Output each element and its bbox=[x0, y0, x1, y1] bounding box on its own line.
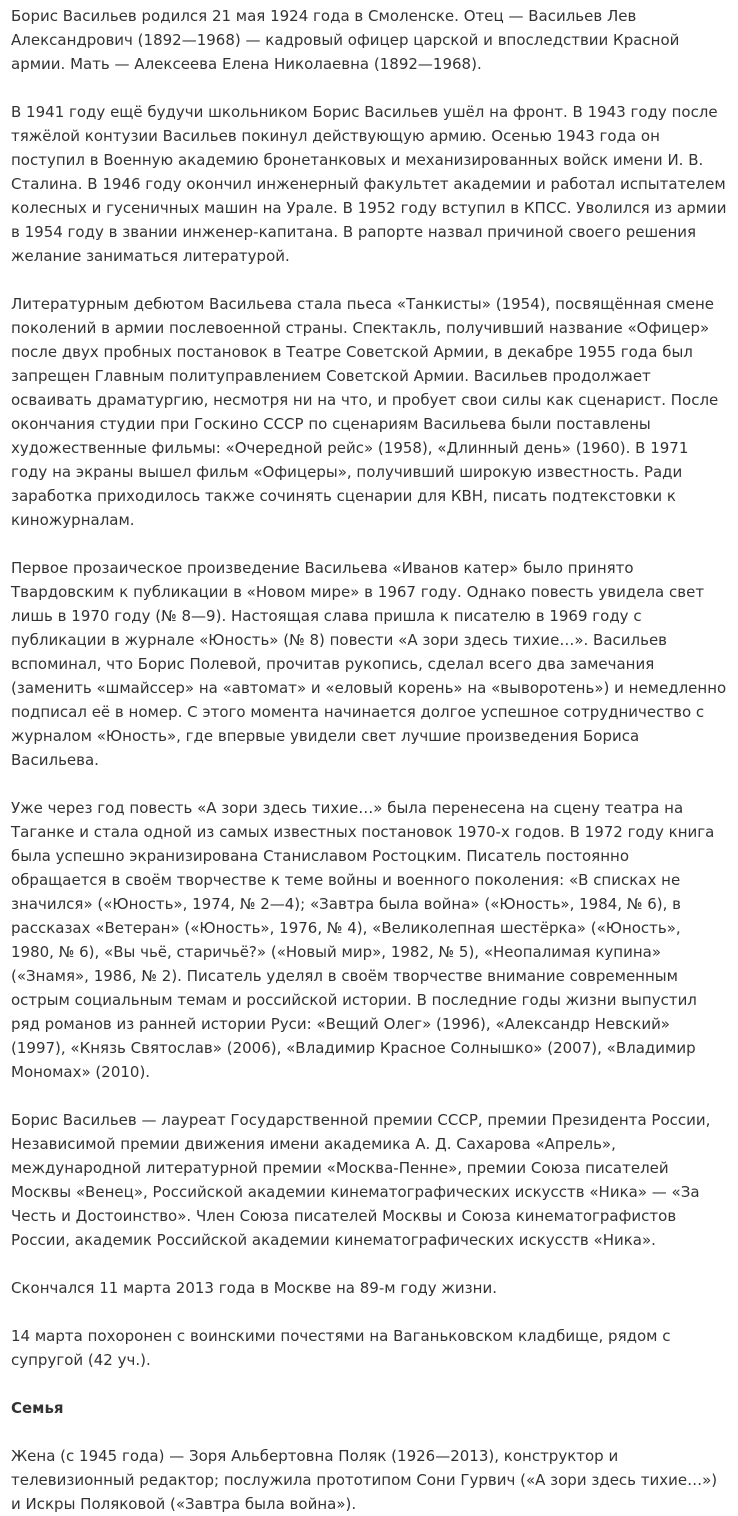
section-heading-family: Семья bbox=[11, 1399, 64, 1417]
paragraph-military: В 1941 году ещё будучи школьником Борис Васильев ушёл на фронт. В 1943 году после тяжёлой контузии Васильев покинул действующую армию. Осенью 1943 года он поступил в Военную академию бронетанковых и механизированных войск имени И. В. Сталина. В 1946 году окончил инженерный факультет академии и работал испытателем колесных и гусеничных машин на Урале. В 1952 году вступил в КПСС. Уволился из армии в 1954 году в звании инженер-капитана. В рапорте назвал причиной своего решения желание заниматься литературой. bbox=[11, 103, 727, 265]
paragraph-literary-debut: Литературным дебютом Васильева стала пьеса «Танкисты» (1954), посвящённая смене поколений в армии послевоенной страны. Спектакль, получивший название «Офицер» после двух пробных постановок в Театре Советской Армии, в декабре 1955 года был запрещен Главным политуправлением Советской Армии. Васильев продолжает осваивать драматургию, несмотря ни на что, и пробует свои силы как сценарист. После окончания студии при Госкино СССР по сценариям Васильева были поставлены художественные фильмы: «Очередной рейс» (1958), «Длинный день» (1960). В 1971 году на экраны вышел фильм «Офицеры», получивший широкую известность. Ради заработка приходилось также сочинять сценарии для КВН, писать подтекстовки к киножурналам. bbox=[11, 295, 719, 529]
paragraph-death: Скончался 11 марта 2013 года в Москве на 89-м году жизни. bbox=[11, 1279, 497, 1297]
paragraph-family: Жена (с 1945 года) — Зоря Альбертовна Поляк (1926—2013), конструктор и телевизионный редактор; послужила прототипом Сони Гурвич («А зори здесь тихие…») и Искры Поляковой («Завтра была война»). bbox=[11, 1447, 718, 1513]
paragraph-awards: Борис Васильев — лауреат Государственной премии СССР, премии Президента России, Независимой премии движения имени академика А. Д. Сахарова «Апрель», международной литературной премии «Москва-Пенне», премии Союза писателей Москвы «Венец», Российской академии кинематографических искусств «Ника» — «За Честь и Достоинство». Член Союза писателей Москвы и Союза кинематографистов России, академик Российской академии кинематографических искусств «Ника». bbox=[11, 1111, 711, 1249]
paragraph-burial: 14 марта похоронен с воинскими почестями на Ваганьковском кладбище, рядом с супругой (42 уч.). bbox=[11, 1327, 671, 1369]
paragraph-works: Уже через год повесть «А зори здесь тихие…» была перенесена на сцену театра на Таганке и стала одной из самых известных постановок 1970-х годов. В 1972 году книга была успешно экранизирована Станиславом Ростоцким. Писатель постоянно обращается в своём творчестве к теме войны и военного поколения: «В списках не значился» («Юность», 1974, № 2—4); «Завтра была война» («Юность», 1984, № 6), в рассказах «Ветеран» («Юность», 1976, № 4), «Великолепная шестёрка» («Юность», 1980, № 6), «Вы чьё, старичьё?» («Новый мир», 1982, № 5), «Неопалимая купина» («Знамя», 1986, № 2). Писатель уделял в своём творчестве внимание современным острым социальным темам и российской истории. В последние годы жизни выпустил ряд романов из ранней истории Руси: «Вещий Олег» (1996), «Александр Невский» (1997), «Князь Святослав» (2006), «Владимир Красное Солнышко» (2007), «Владимир Мономах» (2010). bbox=[11, 799, 715, 1081]
paragraph-birth: Борис Васильев родился 21 мая 1924 года в Смоленске. Отец — Васильев Лев Александрович (1892—1968) — кадровый офицер царской и впоследствии Красной армии. Мать — Алексеева Елена Николаевна (1892—1968). bbox=[11, 7, 680, 73]
paragraph-first-prose: Первое прозаическое произведение Васильева «Иванов катер» было принято Твардовским к публикации в «Новом мире» в 1967 году. Однако повесть увидела свет лишь в 1970 году (№ 8—9). Настоящая слава пришла к писателю в 1969 году с публикации в журнале «Юность» (№ 8) повести «А зори здесь тихие…». Васильев вспоминал, что Борис Полевой, прочитав рукопись, сделал всего два замечания (заменить «шмайссер» на «автомат» и «еловый корень» на «выворотень») и немедленно подписал её в номер. С этого момента начинается долгое успешное сотрудничество с журналом «Юность», где впервые увидели свет лучшие произведения Бориса Васильева. bbox=[11, 559, 727, 769]
